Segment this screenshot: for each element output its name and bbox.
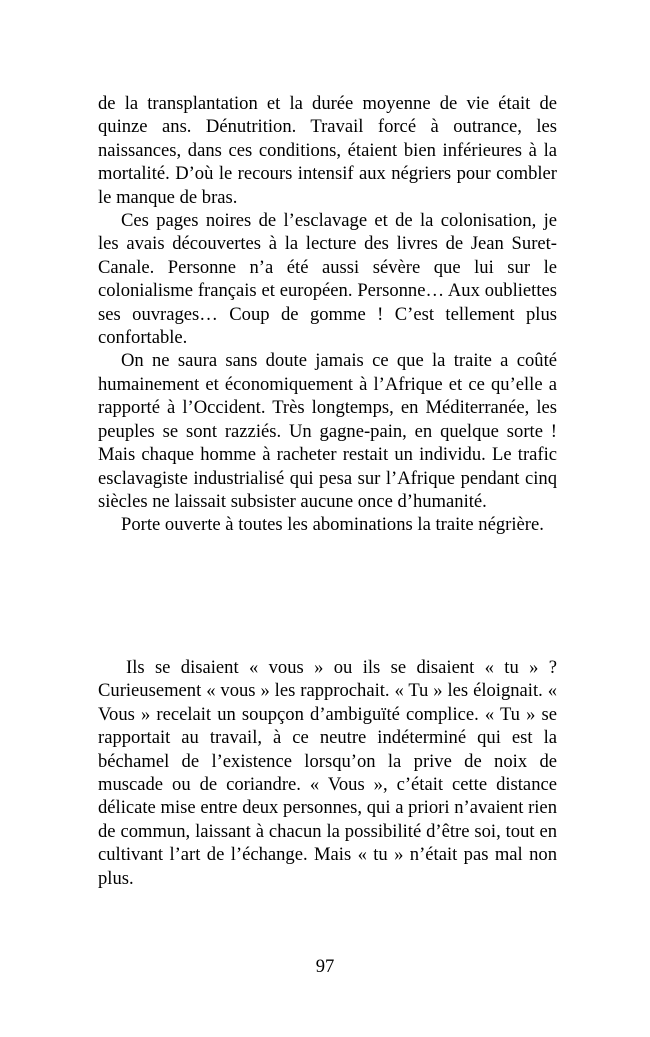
paragraph: On ne saura sans doute jamais ce que la traite a coûté humainement et économiquement à l’Afrique et ce qu’elle a rapporté à l’Occident. Très longtemps, en Méditerranée, les peuples se sont razziés. Un gagne-pain, en quelque sorte ! Mais chaque homme à racheter restait un individu. Le trafic esclavagiste industrialisé qui pesa sur l’Afrique pendant cinq siècles ne laissait subsister aucune once d’humanité. <box>98 350 557 512</box>
paragraph: Ces pages noires de l’esclavage et de la colonisation, je les avais découvertes à la lecture des livres de Jean Suret-Canale. Personne n’a été aussi sévère que lui sur le colonialisme français et européen. Personne… Aux oubliettes ses ouvrages… Coup de gomme ! C’est tellement plus confortable. <box>98 210 557 349</box>
paragraph: Ils se disaient « vous » ou ils se disaient « tu » ? Curieusement « vous » les rapprochait. « Tu » les éloignait. « Vous » recelait un soupçon d’ambiguïté complice. « Tu » se rapportait au travail, à ce neutre indéterminé qui est la béchamel de l’existence lorsqu’on la prive de noix de muscade ou de coriandre. « Vous », c’était cette distance délicate mise entre deux personnes, qui a priori n’avaient rien de commun, laissant à chacun la possibilité d’être soi, tout en cultivant l’art de l’échange. Mais « tu » n’était pas mal non plus. <box>98 657 557 889</box>
paragraph: de la transplantation et la durée moyenne de vie était de quinze ans. Dénutrition. Travail forcé à outrance, les naissances, dans ces conditions, étaient bien inférieures à la mortalité. D’où le recours intensif aux négriers pour combler le manque de bras. <box>98 93 557 208</box>
paragraph: Porte ouverte à toutes les abominations la traite négrière. <box>121 514 544 536</box>
page-number: 97 <box>315 956 335 977</box>
text-section-2 <box>98 656 557 890</box>
text-section-1 <box>98 92 557 537</box>
